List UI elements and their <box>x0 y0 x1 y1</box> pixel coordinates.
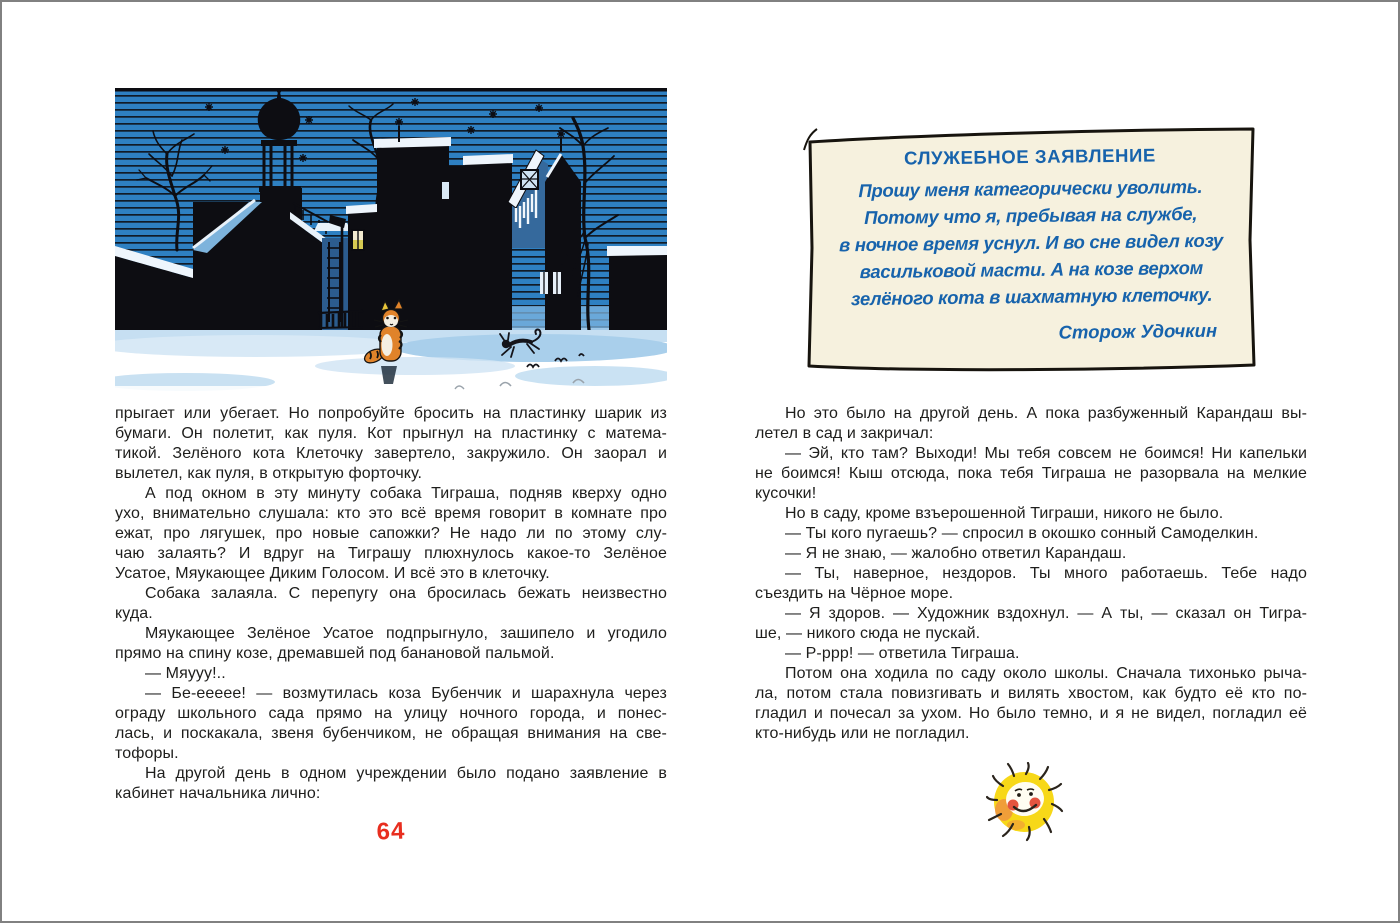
text-line: Но это было на другой день. А пока разбуженный Карандаш вы- <box>785 405 1307 422</box>
memo-line: в ночное время уснул. И во сне видел козу <box>838 229 1224 256</box>
text-line: На другой день в одном учреждении было подано заявление в <box>145 765 667 782</box>
text-line: — Я не знаю, — жалобно ответил Карандаш. <box>785 545 1127 562</box>
right-page-text <box>755 404 1307 744</box>
text-line: кабинет начальника лично: <box>115 785 321 802</box>
text-line: тофоры. <box>115 745 179 762</box>
text-line: — Бе-еееее! — возмутилась коза Бубенчик и шарахнула через <box>145 685 667 702</box>
memo-signature: Сторож Удочкин <box>1058 319 1218 343</box>
text-line: лась, и поскакала, звеня бубенчиком, не обращая внимания на све- <box>115 725 667 742</box>
text-line: куда. <box>115 605 153 622</box>
lit-window <box>352 230 364 250</box>
text-line: гладил и почесал за ухом. Но было темно, и я не видел, погладил её <box>755 705 1307 722</box>
left-page-text <box>115 404 667 804</box>
sun-illustration <box>986 762 1064 842</box>
memo-note <box>800 120 1262 376</box>
memo-title: СЛУЖЕБНОЕ ЗАЯВЛЕНИЕ <box>903 144 1156 169</box>
text-line: — Эй, кто там? Выходи! Мы тебя совсем не боимся! Ни капельки <box>785 445 1307 462</box>
text-line: — Я здоров. — Художник вздохнул. — А ты, — сказал он Тигра- <box>785 605 1307 622</box>
memo-line: Потому что я, пребывая на службе, <box>864 202 1198 229</box>
text-line: ежат, про лягушек, про новые сапожки? Не надо ли по этому слу- <box>115 525 667 542</box>
text-line: прямо на спину козе, дремавшей под банановой пальмой. <box>115 645 555 662</box>
text-line: — Ты кого пугаешь? — спросил в окошко сонный Самоделкин. <box>785 525 1259 542</box>
text-line: — Мяууу!.. <box>145 665 226 682</box>
text-line: Мяукающее Зелёное Усатое подпрыгнуло, зашипело и угодило <box>145 625 667 642</box>
text-line: бумаги. Он полетит, как пуля. Кот прыгнул на пластинку с матема- <box>115 425 667 442</box>
memo-content <box>823 143 1239 346</box>
lattice-window <box>521 170 538 189</box>
night-city-illustration <box>115 88 667 394</box>
page-number: 64 <box>376 817 406 846</box>
text-line: тикой. Зелёного кота Клеточку завертело, закружило. Он заорал и <box>115 445 667 462</box>
text-line: съездить на Чёрное море. <box>755 585 954 602</box>
text-line: прыгает или убегает. Но попробуйте бросить на пластинку шарик из <box>115 405 667 422</box>
memo-line: зелёного кота в шахматную клеточку. <box>850 283 1213 310</box>
text-line: кто-нибудь или не погладил. <box>755 725 970 742</box>
text-line: не боимся! Кыш отсюда, пока тебя Тиграша не разорвала на мелкие <box>755 465 1307 482</box>
text-line: ше, — никого сюда не пускай. <box>755 625 981 642</box>
memo-line: Прошу меня категорически уволить. <box>858 175 1203 202</box>
memo-line: васильковой масти. А на козе верхом <box>859 256 1204 283</box>
text-line: Собака залаяла. С перепугу она бросилась бежать неизвестно <box>145 585 667 602</box>
text-line: кусочки! <box>755 485 817 502</box>
text-line: ухо, внимательно слушала: кто это всё время говорит в комнате про <box>115 505 667 522</box>
text-line: — Ты, наверное, нездоров. Ты много работаешь. Тебе надо <box>785 565 1307 582</box>
text-line: летел в сад и закричал: <box>755 425 934 442</box>
text-line: Усатое, Мяукающее Диким Голосом. И всё это в клеточку. <box>115 565 550 582</box>
text-line: А под окном в эту минуту собака Тиграша, подняв кверху одно <box>145 485 667 502</box>
text-line: вылетел, как пуля, в открытую форточку. <box>115 465 423 482</box>
far-right-building <box>607 246 667 332</box>
text-line: ограду школьного сада прямо на улицу ночного города, и понес- <box>115 705 667 722</box>
text-line: — Р-ррр! — ответила Тиграша. <box>785 645 1020 662</box>
narrow-window <box>442 182 449 199</box>
right-page <box>702 2 1400 921</box>
text-line: ла, потом стала повизгивать и вилять хвостом, как будто её кто по- <box>755 685 1307 702</box>
text-line: чаю залаять? И вдруг на Тиграшу плюхнулось какое-то Зелёное <box>115 545 667 562</box>
text-line: Потом она ходила по саду около школы. Сначала тихонько рыча- <box>785 665 1307 682</box>
text-line: Но в саду, кроме взъерошенной Тиграши, никого не было. <box>785 505 1224 522</box>
left-page <box>2 2 702 921</box>
memo-body <box>823 172 1239 312</box>
